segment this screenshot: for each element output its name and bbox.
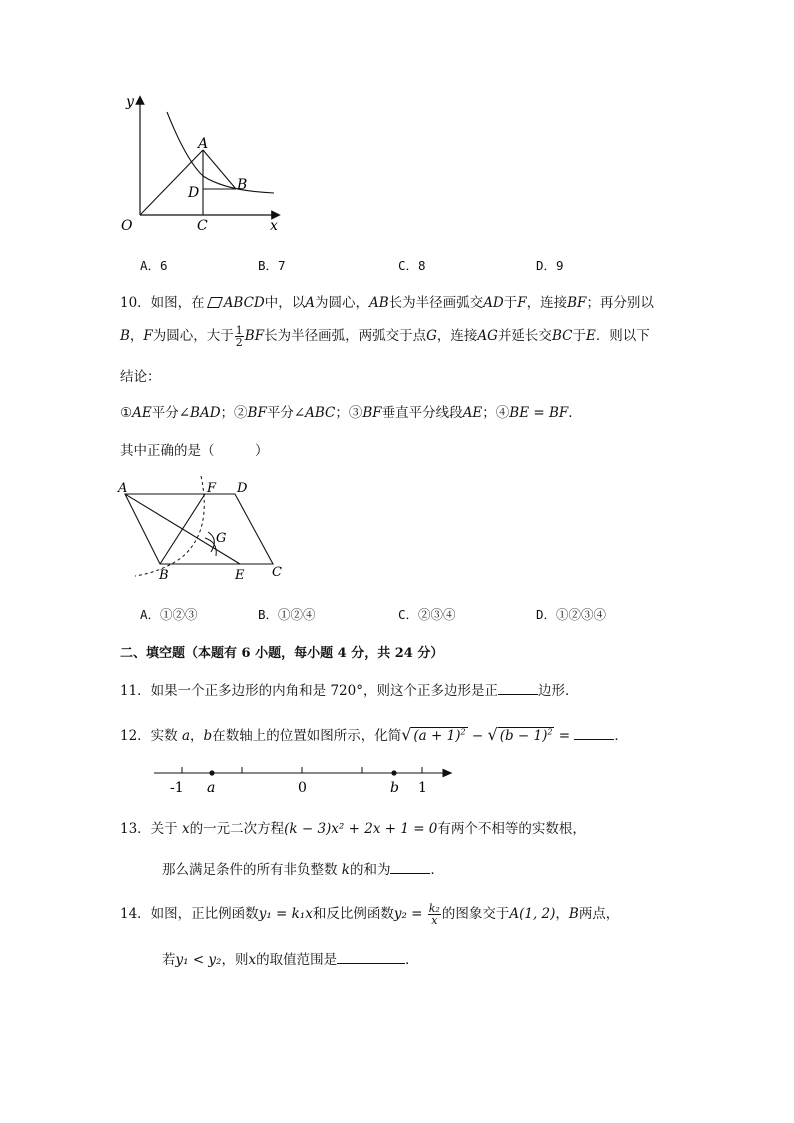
arc-dashed [135, 476, 204, 576]
radicand-2: $(b - 1)^2$ [499, 727, 553, 744]
parallelogram-ABCD [125, 494, 273, 564]
q13-line2: 那么满足条件的所有非负整数 k的和为 ． [162, 858, 444, 878]
label-b: b [390, 780, 399, 796]
label-a: a [207, 780, 216, 796]
label-A: A [118, 481, 128, 496]
label-zero: 0 [298, 780, 307, 796]
q9-option-b[interactable]: B．7 [258, 258, 286, 273]
label-A: A [198, 136, 209, 152]
label-C: C [272, 565, 282, 580]
q14-answer-blank[interactable] [337, 950, 405, 965]
label-C: C [197, 218, 208, 234]
half-fraction: $\frac{1}{2}$ [235, 324, 243, 349]
q10-line2: B，F为圆心，大于 $\frac{1}{2}$ BF长为半径画弧，两弧交于点G，连接AG并延长交BC于E．则以下 [120, 324, 650, 349]
q10-option-a[interactable]: A．①②③ [140, 607, 198, 622]
q9-figure [118, 90, 288, 240]
q11-text: 11．如果一个正多边形的内角和是 720°，则这个正多边形是正 边形． [120, 679, 579, 699]
q10-conclusions: ①AE平分∠BAD；②BF平分∠ABC；③BF垂直平分线段AE；④BE = BF． [120, 405, 582, 421]
q11-answer-blank[interactable] [498, 681, 538, 696]
q9-option-c[interactable]: C．8 [398, 258, 426, 273]
q10-option-d[interactable]: D．①②③④ [536, 607, 607, 622]
label-y: y [126, 94, 134, 110]
section-heading: 二、填空题（本题有 6 小题，每小题 4 分，共 24 分） [120, 646, 444, 661]
label-D: D [188, 185, 200, 201]
q12-text: 12．实数 a，b在数轴上的位置如图所示，化简√ $(a + 1)^2$ − √ $(b - 1)^2$ = ． [120, 725, 628, 744]
q14-line1: 14．如图，正比例函数y₁ = k₁x和反比例函数y₂ = $\frac{\text{k₂}}{x}$ 的图象交于A(1, 2)，B两点， [120, 902, 620, 927]
q10-prompt: 其中正确的是（ ） [120, 443, 269, 459]
sqrt-symbol: √ [401, 725, 412, 744]
q10-line1: 10．如图，在 ABCD中，以A为圆心，AB长为半径画弧交AD于F，连接BF；再分别以 [120, 295, 654, 311]
label-B: B [159, 568, 169, 583]
q13-line1: 13．关于 x的一元二次方程(k − 3)x² + 2x + 1 = 0有两个不相等的实数根， [120, 821, 586, 837]
arc-from-F [208, 532, 214, 552]
label-G: G [216, 531, 227, 546]
segment-AB [203, 150, 236, 189]
q12-answer-blank[interactable] [574, 726, 614, 741]
label-O: O [121, 218, 133, 234]
number-line [150, 760, 460, 800]
label-one: 1 [418, 780, 427, 796]
q10-line3: 结论： [120, 369, 161, 385]
q13-answer-blank[interactable] [390, 860, 430, 875]
label-minus-one: -1 [170, 780, 184, 796]
radicand-1: $(a + 1)^2$ [413, 727, 466, 744]
parallelogram-symbol [207, 297, 223, 308]
q10-option-c[interactable]: C．②③④ [398, 607, 456, 622]
hyperbola-curve [167, 112, 274, 193]
label-E: E [235, 568, 245, 583]
label-x: x [270, 218, 278, 234]
sqrt-symbol: √ [487, 725, 498, 744]
q10-figure [115, 472, 295, 584]
q14-line2: 若y₁ < y₂，则x的取值范围是 ． [162, 948, 419, 968]
label-B: B [237, 177, 248, 193]
k2-over-x: $\frac{\text{k₂}}{x}$ [428, 902, 440, 927]
label-D: D [237, 481, 248, 496]
point-b [391, 770, 396, 775]
segment-OA [140, 150, 203, 215]
q9-option-d[interactable]: D．9 [536, 258, 564, 273]
q10-option-b[interactable]: B．①②④ [258, 607, 316, 622]
q9-option-a[interactable]: A．6 [140, 258, 168, 273]
label-F: F [207, 481, 217, 496]
point-a [209, 770, 214, 775]
